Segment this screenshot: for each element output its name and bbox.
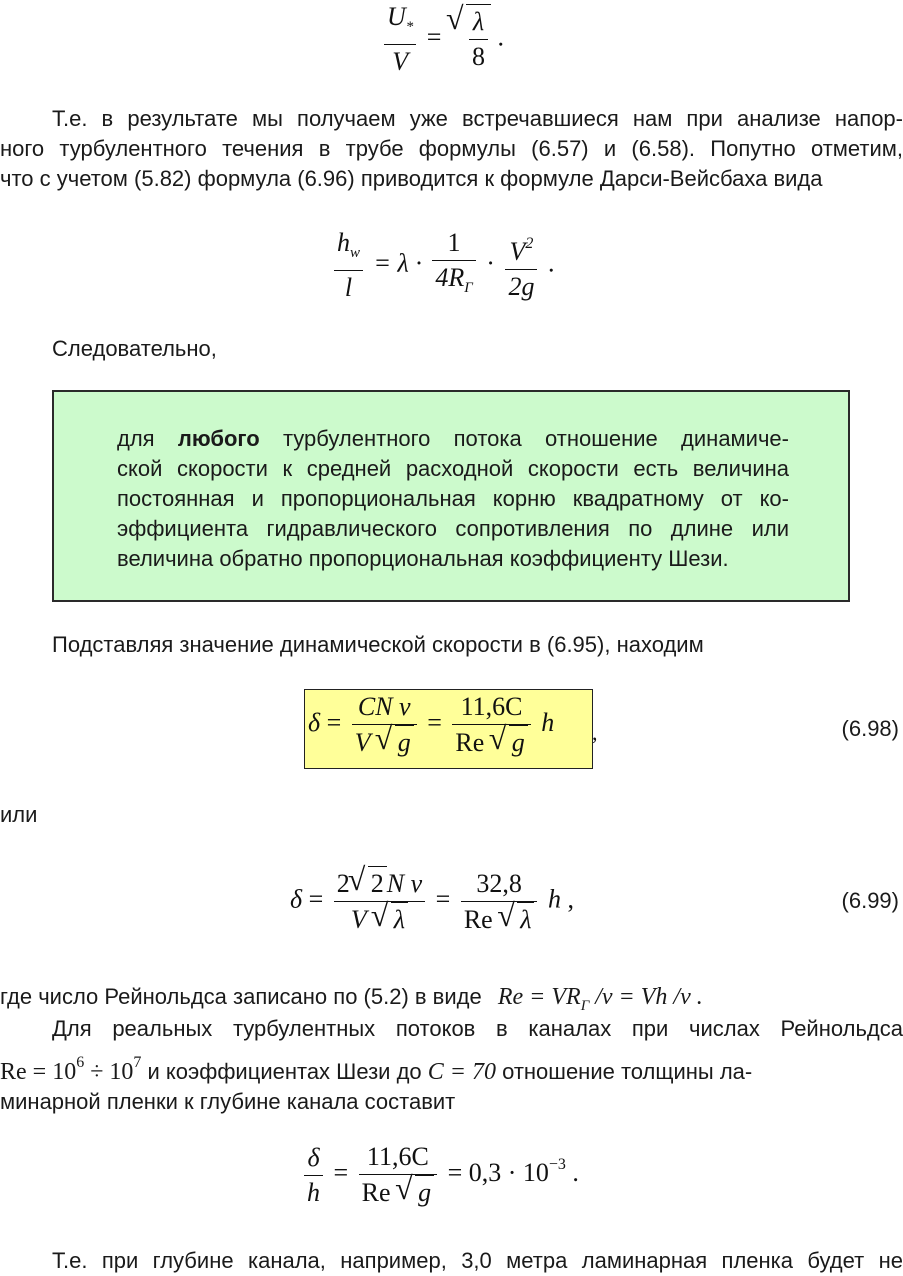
formula-text: = [426, 22, 442, 52]
paragraph [0, 104, 903, 194]
text-line: ской скорости к средней расходной скорости есть величина [117, 456, 789, 481]
formula-6-99 [290, 866, 574, 937]
highlight-box [52, 390, 850, 602]
formula-darcy-weisbach [330, 226, 554, 305]
text-line: Следовательно, [52, 336, 217, 361]
formula-text: 7 [133, 1054, 142, 1071]
formula-text: ÷ 10 [84, 1059, 134, 1085]
formula-text: . [572, 1157, 579, 1187]
formula-text: 2 [336, 869, 350, 898]
text-line: что с учетом (5.82) формула (6.96) приводится к формуле Дарси-Вейсбаха вида [0, 166, 823, 191]
formula-text: √ λ [469, 5, 488, 40]
paragraph [0, 1246, 903, 1276]
formula-text: * [405, 19, 414, 35]
formula-dynamic-velocity [380, 0, 504, 79]
formula-text: g [395, 725, 414, 760]
formula-text: . [497, 22, 504, 52]
formula-text: δ [290, 884, 303, 914]
formula-text: 2 [525, 235, 534, 252]
formula-film-ratio [300, 1140, 579, 1210]
paragraph [0, 334, 903, 364]
formula-text: h [307, 1177, 320, 1207]
text-line: Для реальных турбулентных потоков в каналах при числах Рейнольдса [52, 1016, 903, 1041]
formula-text: V [392, 47, 409, 76]
formula-text: /ν = Vh /ν [595, 984, 691, 1010]
text-fragment: для [117, 426, 178, 451]
emphasis-text: любого [177, 426, 260, 451]
equation-number: (6.99) [841, 888, 899, 913]
formula-text: = [326, 707, 342, 737]
formula-text: 11,6C [359, 1140, 437, 1175]
formula-text: . [696, 984, 703, 1010]
formula-text: −3 [548, 1155, 566, 1173]
paragraph [0, 630, 903, 660]
equation-number: (6.98) [841, 716, 899, 741]
formula-text: h [337, 228, 350, 257]
formula-text: Re [455, 728, 485, 757]
formula-text: Re = VR [497, 984, 581, 1010]
formula-text: Г [464, 280, 473, 296]
text-fragment: где число Рейнольдса записано по (5.2) в виде [0, 984, 482, 1009]
formula-text: Re [463, 904, 493, 934]
formula-text: 11,6C [452, 690, 530, 725]
text-line: эффициента гидравлического сопротивления по длине или [117, 516, 789, 541]
text-fragment: и коэффициентах Шези до [141, 1059, 428, 1084]
text-line: Т.е. в результате мы получаем уже встречавшиеся нам при анализе напор- [52, 106, 903, 131]
highlight-text [117, 424, 789, 574]
formula-text: δ [304, 1141, 323, 1176]
text-line: Т.е. при глубине канала, например, 3,0 метра ламинарная пленка будет не [52, 1248, 903, 1273]
formula-text: h [541, 707, 555, 737]
formula-text: = [427, 707, 442, 737]
text-line: Подставляя значение динамической скорости в (6.95), находим [52, 632, 704, 657]
text-line: минарной пленки к глубине канала составит [0, 1089, 456, 1114]
text-fragment: турбулентного потока отношение динамиче- [259, 426, 789, 451]
formula-text: Re [361, 1178, 391, 1207]
formula-text: 32,8 [461, 867, 538, 902]
text-line: ного турбулентного течения в трубе формулы (6.57) и (6.58). Попутно отметим, [0, 136, 903, 161]
formula-text: l [344, 273, 353, 302]
text-fragment: отношение толщины ла- [495, 1059, 753, 1084]
text-line: величина обратно пропорциональная коэффициенту Шези. [117, 546, 729, 571]
formula-text: h [547, 884, 561, 914]
formula-text: δ [308, 707, 321, 737]
formula-6-98 [308, 690, 554, 760]
formula-text: = λ · [373, 248, 422, 278]
formula-text: g [509, 725, 528, 760]
formula-text: 2g [508, 272, 535, 301]
formula-text: C = 70 [427, 1059, 496, 1085]
formula-text: 8 [471, 42, 485, 71]
formula-text: V [350, 905, 367, 934]
inline-formula [0, 1054, 142, 1085]
formula-text: 6 [76, 1054, 85, 1071]
formula-text: Г [580, 998, 590, 1014]
formula-text: . [547, 248, 555, 278]
formula-text: g [415, 1175, 434, 1210]
formula-text: = [435, 884, 451, 914]
formula-text: V [509, 237, 526, 266]
text-line: постоянная и пропорциональная корню квадратному от ко- [117, 486, 789, 511]
formula-text: 1 [432, 226, 475, 261]
formula-text: U [387, 2, 406, 31]
formula-text: = [308, 884, 324, 914]
paragraph [0, 800, 903, 830]
formula-text: w [350, 245, 361, 261]
formula-text: = [333, 1157, 349, 1187]
formula-text: · [486, 248, 495, 278]
paragraph [0, 1014, 903, 1117]
formula-text: N ν [386, 869, 423, 898]
formula-text: V [354, 728, 371, 757]
formula-text: , [592, 720, 598, 745]
formula-text: , [567, 884, 574, 914]
text-line: или [0, 802, 38, 827]
inline-formula [497, 984, 703, 1014]
formula-text: λ [391, 902, 408, 937]
formula-text: = 0,3 · 10 [447, 1157, 549, 1187]
formula-text: λ [517, 902, 534, 937]
formula-text: Re = 10 [0, 1059, 77, 1085]
formula-text: 4R [435, 263, 465, 292]
formula-text: CN ν [352, 690, 417, 725]
formula-text: 2 [368, 866, 387, 901]
